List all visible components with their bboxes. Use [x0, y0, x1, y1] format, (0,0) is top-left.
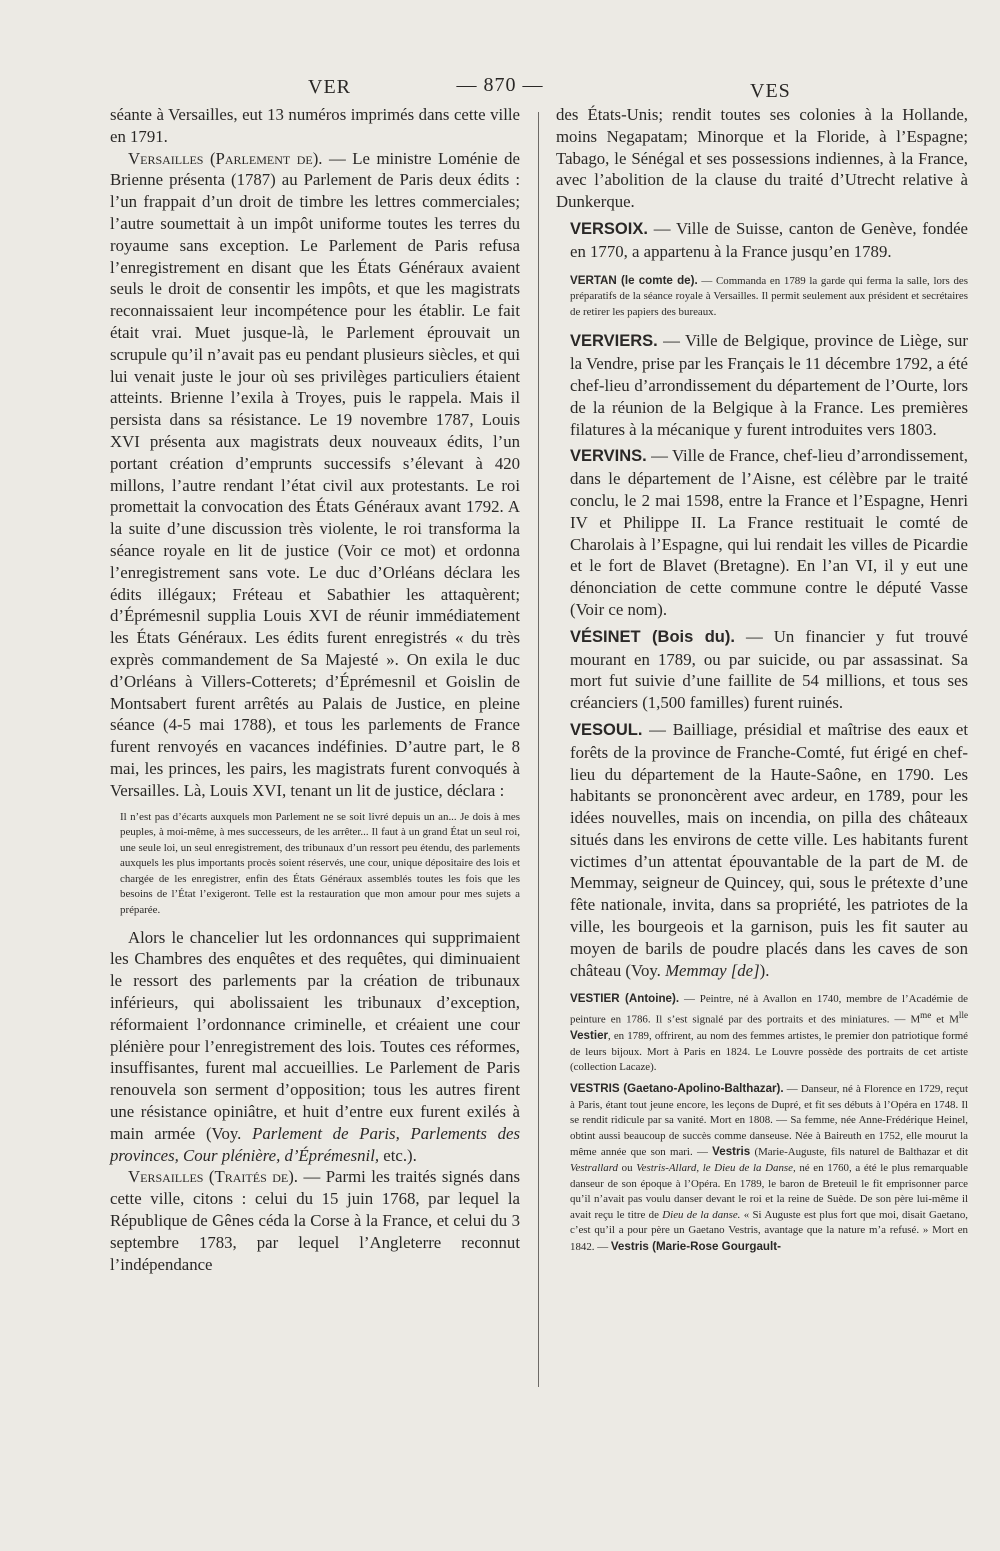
entry-headword: VERVINS. [570, 447, 647, 466]
entry-subheadword: (Marie-Rose Gourgault- [648, 1240, 781, 1253]
entry-versailles-traites [110, 1166, 520, 1275]
entry-text: — Parmi les traités signés dans cette ville, citons : celui du 15 juin 1768, par lequel la République de Gênes céda la Corse à la France, et celui du 3 septembre 1783, par lequel l’Angleterre reconnut l’indépendance [110, 1167, 520, 1274]
entry-text: — Commanda en 1789 la garde qui ferma la salle, lors des préparatifs de la séance royale à Versailles. Il permit seulement aux président et secrétaires de retirer les papiers des bureaux. [570, 274, 969, 318]
entry-text: — Ville de Suisse, canton de Genève, fondée en 1770, a appartenu à la France jusqu’en 1789. [570, 218, 968, 261]
entry-headword: VESTIER (Antoine). [570, 992, 680, 1006]
running-header [0, 72, 1000, 106]
entry-versailles-parlement-continued: Alors le chancelier lut les ordonnances qui supprimaient les Chambres des enquêtes et des requêtes, qui diminuaient le ressort des parlements par la création de tribunaux inférieurs, qui abolissaient les tribunaux d’exception, réformaient l’ordonnance criminelle, et créaient une cour plénière pour l’enregistrement des lois. Toutes ces réformes, insuffisantes, furent mal accueillies. Le Parlement de Paris renouvela son serment d’opposition; tous les autres firent une résistance opiniâtre, et huit d’entre eux furent exilés à main armée (Voy. Parlement de Paris, Parlements des provinces, Cour plénière, d’Éprémesnil, etc.). [110, 927, 520, 1165]
entry-text: — Bailliage, présidial et maîtrise des eaux et forêts de la province de Franche-Comté, fut érigé en chef-lieu du département de la Haute-Saône, en 1790. Les habitants se prononcèrent avec ardeur, en 1789, pour les idées nouvelles, mais on incendia, on pilla des châteaux situés dans les environs de cette ville. Les habitants furent victimes d’un attentat épouvantable de la part de M. de Memmay, seigneur de Quincey, qui, sous le prétexte d’une fête nationale, invita, dans sa propriété, les patriotes de la ville, les bourgeois et la garnison, puis les fit sauter au moyen de barils de poudre placés dans les caves de son château (Voy. [570, 719, 968, 980]
entry-vertan [570, 273, 968, 321]
cross-references: Parlement de Paris, Parlements des provinces, Cour plénière, d’Éprémesnil, [110, 1123, 520, 1165]
entry-vesinet [570, 626, 968, 714]
entry-headword-qualifier: (Bois du). [640, 627, 735, 646]
entry-headword: VERVIERS. [570, 332, 658, 351]
entry-continuation: des États-Unis; rendit toutes ses colonies à la Hollande, moins Negapatam; Minorque et la Floride, à l’Espagne; Tabago, le Sénégal et ses possessions indiennes, à la France, avec l’abolition de la clause du traité d’Utrecht relative à Dunkerque. [556, 105, 968, 212]
entry-text: — Un financier y fut trouvé mourant en 1789, ou par suicide, ou par assassinat. Sa mort fut suivie d’une faillite de 54 millions, et tous ses créanciers (1,500 familles) furent ruinés. [570, 626, 968, 713]
page-number: — 870 — [456, 74, 544, 96]
entry-headword: VERTAN (le comte de). [570, 273, 698, 287]
column-divider [538, 112, 539, 1387]
entry-continuation: séante à Versailles, eut 13 numéros imprimés dans cette ville en 1791. [110, 105, 520, 146]
entry-subheadword: Vestier [570, 1029, 609, 1043]
entry-verviers [570, 330, 968, 440]
header-left-guide-word: VER [308, 76, 351, 98]
entry-vestris: VESTRIS (Gaetano-Apolino-Balthazar). — Danseur, né à Florence en 1729, reçut à Paris, étant tout jeune encore, les leçons de Dupré, et fit ses débuts à l’Opéra en 1748. Il se rendit ridicule par sa vanité. Mort en 1808. — Sa femme, née Anne-Frédérique Heinel, obtint aussi beaucoup de succès comme danseuse. Née à Baireuth en 1752, elle mourut la même année que son mari. — Vestris (Marie-Auguste, fils naturel de Balthazar et dit Vestrallard ou Vestris-Allard, le Dieu de la Danse, né en 1760, a été le plus remarquable danseur de son époque à l’Opéra. En 1789, le baron de Breteuil le fit emprisonner parce qu’il n’avait pas voulu danser devant le roi et la reine de Suède. De son père lui-même il avait reçu le titre de Dieu de la danse. « Si Auguste est plus fort que moi, disait Gaetano, c’est qu’il a pour père un Gaetano Vestris, avantage que la nature m’a refusé. » Mort en 1842. — Vestris (Marie-Rose Gourgault- [570, 1082, 968, 1253]
entry-versailles-parlement [110, 148, 520, 802]
entry-subheadword: Vestris [712, 1145, 751, 1159]
entry-headword: VESOUL. [570, 720, 643, 739]
header-right-guide-word: VES [750, 80, 791, 102]
entry-headword: VESTRIS (Gaetano-Apolino-Balthazar). [570, 1082, 784, 1096]
right-column [556, 104, 968, 1256]
entry-vestier: VESTIER (Antoine). — Peintre, né à Avallon en 1740, membre de l’Académie de peinture en 1786. Il s’est signalé par des portraits et des miniatures. — $M^{me}$ et $M^{lle}$ Vestier, en 1789, offrirent, au nom des femmes artistes, le premier don patriotique formé de leurs bijoux. Mort à Paris en 1824. Le Louvre possède des portraits de cet artiste (collection Lacaze). [570, 992, 968, 1074]
entry-vervins [570, 445, 968, 620]
left-column [110, 104, 520, 1275]
entry-text: — Le ministre Loménie de Brienne présenta (1787) au Parlement de Paris deux édits : l’un frappait d’un droit de timbre les lettres commerciales; l’autre soumettait à un impôt uniforme toutes les terres du royaume sans exception. Le Parlement de Paris refusa l’enregistrement en disant que les États Généraux avaient seuls le droit de consentir les impôts, et que les magistrats reconnaissaient leur incompétence pour les établir. Le fait était vrai. Muet jusque-là, le Parlement éprouvait un scrupule qu’il n’avait pas eu pendant plusieurs siècles, et qui lui venait juste le jour où ses privilèges particuliers étaient atteints. Brienne l’exila à Troyes, puis le rappela. Mais il persista dans sa résistance. Le 19 novembre 1787, Louis XVI présenta aux magistrats deux nouveaux édits, l’un portant création d’emprunts successifs s’élevant à 420 millons, l’autre rendant l’état civil aux protestants. Le roi promettait la convocation des États Généraux avant 1792. A la suite d’une discussion très violente, le roi transforma la séance royale en lit de justice (Voir ce mot) et ordonna l’enregistrement sans vote. Le duc d’Orléans déclara les édits illégaux; Fréteau et Sabathier les attaquèrent; d’Éprémesnil supplia Louis XVI de réunir immédiatement les États Généraux. Les édits furent enregistrés « du très exprès commandement de Sa Majesté ». On exila le duc d’Orléans à Villers-Cotterets; d’Éprémesnil et Goislin de Montsabert furent arrêtés au Palais de Justice, en pleine séance (4-5 mai 1788), et tous les parlements de France furent renvoyés en vacances indéfinies. D’autre part, le 8 mai, les princes, les pairs, les magistrats furent convoqués à Versailles. Là, Louis XVI, tenant un lit de justice, déclara : [110, 148, 520, 800]
entry-text: — Ville de France, chef-lieu d’arrondissement, dans le département de l’Aisne, est célèbre par le traité conclu, le 2 mai 1598, entre la France et l’Espagne, Henri IV et Philippe II. La France restituait le comté de Charolais à l’Espagne, qui lui rendait les villes de Picardie et le fort de Blavet (Bretagne). En l’an VI, il y eut une dénonciation de cette commune contre le député Vasse (Voir ce nom). [570, 446, 968, 619]
entry-headword: VÉSINET [570, 627, 641, 646]
entry-headword: VERSOIX. [570, 219, 648, 238]
entry-headword: Versailles (Traités de). [128, 1167, 298, 1187]
entry-subheadword: Vestris [610, 1240, 649, 1253]
royal-declaration-quote: Il n’est pas d’écarts auxquels mon Parlement ne se soit livré depuis un an... Je dois à mes peuples, à moi-même, à mes successeurs, de les arrêter... Il faut à un grand État un seul roi, une seule loi, un seul enregistrement, des tribunaux d’un ressort peu étendu, des parlements auxquels les plus importants procès soient réservés, une cour, unique dépositaire des lois et chargée de les enregistrer, enfin des États Généraux assemblés toutes les fois que les besoins de l’État l’exigeront. Telle est la restauration que mon amour pour mes sujets a préparée. [120, 810, 520, 917]
cross-reference: Memmay [de] [665, 960, 760, 980]
entry-versoix [570, 218, 968, 263]
entry-text: — Ville de Belgique, province de Liège, sur la Vendre, prise par les Français le 11 décembre 1792, a été chef-lieu d’arrondissement du département de l’Ourte, lors de la réunion de la Belgique à la France. Les premières filatures à la mécanique y furent introduites vers 1803. [570, 331, 968, 439]
entry-vesoul: VESOUL. — Bailliage, présidial et maîtrise des eaux et forêts de la province de Franche-Comté, fut érigé en chef-lieu du département de la Haute-Saône, en 1790. Les habitants se prononcèrent avec ardeur, en 1789, pour les idées nouvelles, mais on incendia, on pilla des châteaux situés dans les environs de cette ville. Les habitants furent victimes d’un attentat épouvantable de la part de M. de Memmay, seigneur de Quincey, qui, sous le prétexte d’une fête nationale, invita, dans sa propriété, les patriotes de la ville, les bourgeois et la garnison, puis les fit sauter au moyen de barils de poudre placés dans les caves de son château (Voy. Memmay [de]). [570, 719, 968, 980]
entry-headword: Versailles (Parlement de). [128, 148, 323, 168]
